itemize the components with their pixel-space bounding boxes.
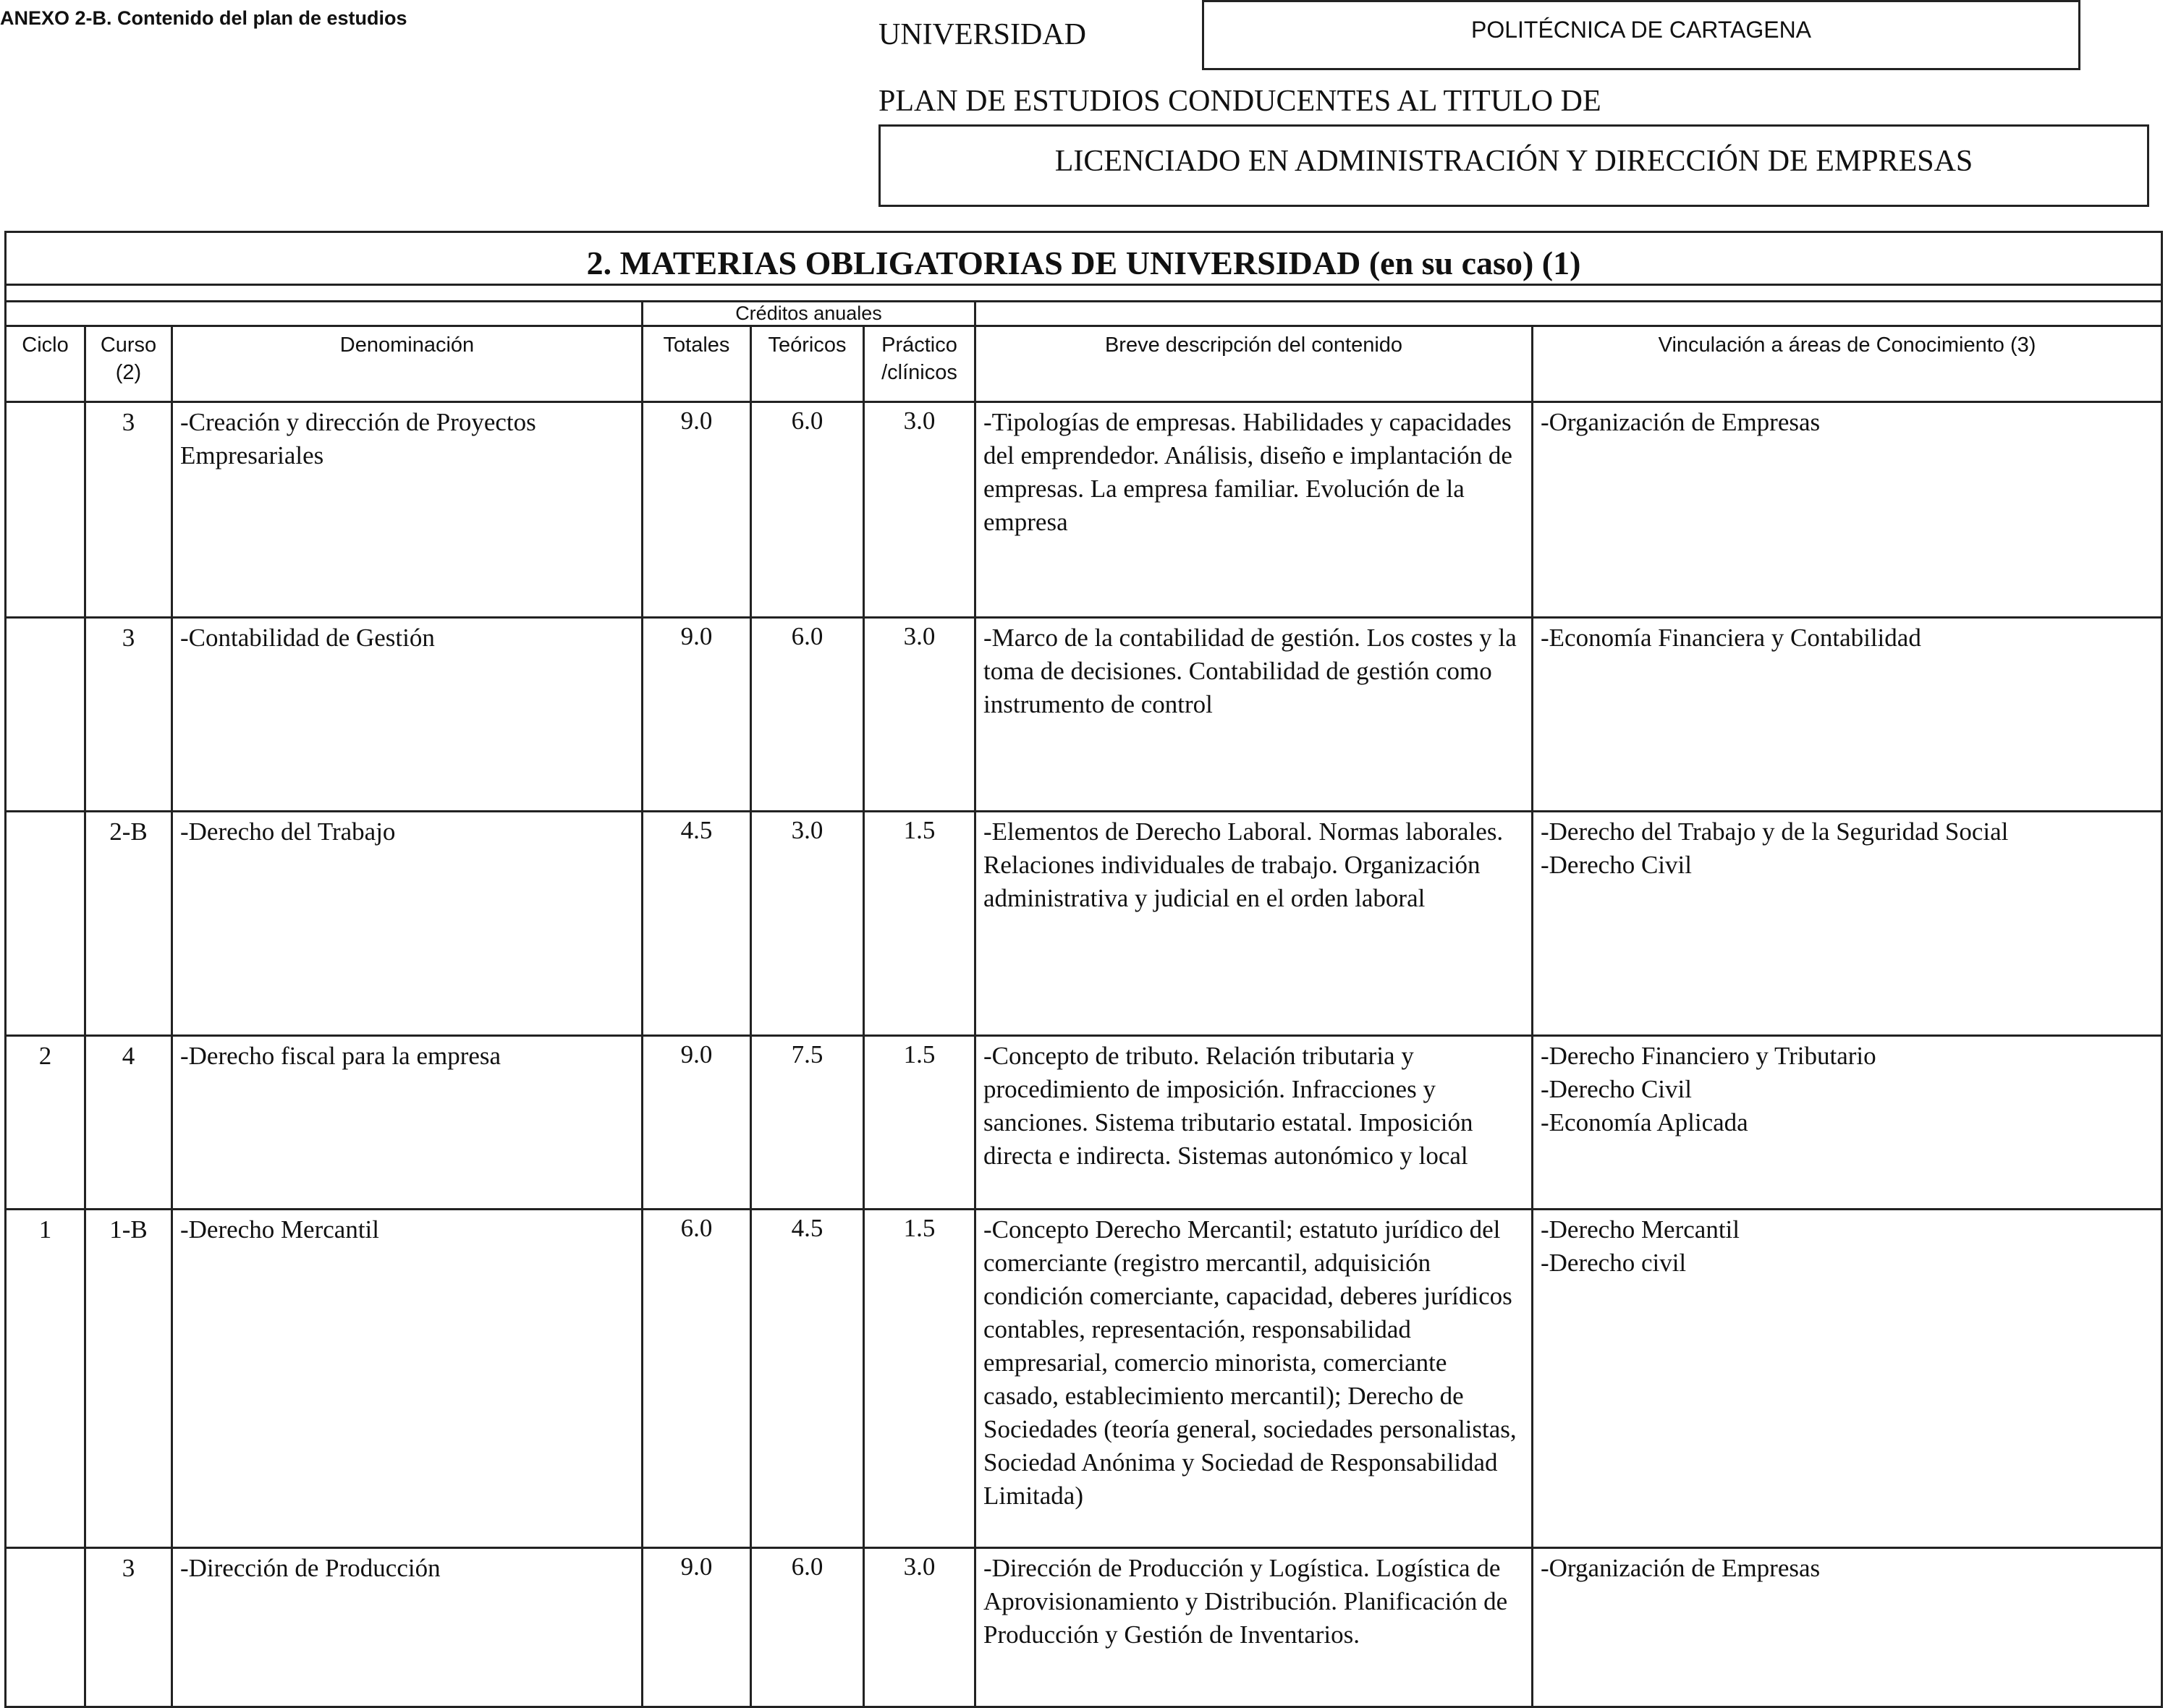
cell-ciclo: 1 [6, 1210, 85, 1548]
subjects-table [4, 231, 2163, 1708]
cell-vinculacion: -Economía Financiera y Contabilidad [1533, 618, 2162, 812]
header-spacer [6, 302, 643, 326]
university-value-box [1202, 0, 2080, 70]
table-row [6, 1036, 2162, 1210]
cell-denominacion: -Dirección de Producción [172, 1548, 643, 1707]
credits-group-header: Créditos anuales [643, 302, 975, 326]
cell-descripcion: -Elementos de Derecho Laboral. Normas laborales. Relaciones individuales de trabajo. Organización administrativa y judicial en el orden laboral [975, 812, 1533, 1036]
cell-totales: 4.5 [643, 812, 751, 1036]
cell-ciclo [6, 402, 85, 618]
annex-heading: ANEXO 2-B. Contenido del plan de estudios [0, 7, 407, 29]
title-spacer [6, 285, 2162, 302]
cell-teoricos: 6.0 [751, 618, 864, 812]
cell-descripcion: -Marco de la contabilidad de gestión. Los costes y la toma de decisiones. Contabilidad de gestión como instrumento de control [975, 618, 1533, 812]
cell-totales: 9.0 [643, 618, 751, 812]
cell-teoricos: 3.0 [751, 812, 864, 1036]
cell-teoricos: 6.0 [751, 1548, 864, 1707]
cell-totales: 6.0 [643, 1210, 751, 1548]
cell-denominacion: -Creación y dirección de Proyectos Empresariales [172, 402, 643, 618]
cell-curso: 3 [85, 402, 172, 618]
cell-curso: 2-B [85, 812, 172, 1036]
cell-denominacion: -Derecho fiscal para la empresa [172, 1036, 643, 1210]
university-label: UNIVERSIDAD [878, 18, 1086, 51]
table-row [6, 1210, 2162, 1548]
table-row [6, 812, 2162, 1036]
cell-practicos: 1.5 [864, 812, 975, 1036]
cell-totales: 9.0 [643, 1036, 751, 1210]
cell-practicos: 1.5 [864, 1210, 975, 1548]
degree-title-box [878, 124, 2149, 207]
cell-curso: 1-B [85, 1210, 172, 1548]
cell-ciclo: 2 [6, 1036, 85, 1210]
col-header-ciclo: Ciclo [6, 326, 85, 402]
col-header-teoricos: Teóricos [751, 326, 864, 402]
table-row [6, 402, 2162, 618]
cell-practicos: 1.5 [864, 1036, 975, 1210]
degree-title: LICENCIADO EN ADMINISTRACIÓN Y DIRECCIÓN DE EMPRESAS [1054, 145, 1973, 178]
col-header-curso: Curso (2) [85, 326, 172, 402]
cell-descripcion: -Concepto Derecho Mercantil; estatuto jurídico del comerciante (registro mercantil, adquisición condición comerciante, capacidad, deberes jurídicos contables, representación, responsabilidad empresarial, comercio minorista, comerciante casado, establecimiento mercantil); Derecho de Sociedades (teoría general, sociedades personalistas, Sociedad Anónima y Sociedad de Responsabilidad Limitada) [975, 1210, 1533, 1548]
header-spacer-right [975, 302, 2162, 326]
cell-denominacion: -Derecho Mercantil [172, 1210, 643, 1548]
cell-vinculacion: -Organización de Empresas [1533, 1548, 2162, 1707]
col-header-totales: Totales [643, 326, 751, 402]
cell-vinculacion: -Derecho Mercantil -Derecho civil [1533, 1210, 2162, 1548]
cell-curso: 3 [85, 618, 172, 812]
cell-denominacion: -Contabilidad de Gestión [172, 618, 643, 812]
col-header-vinculacion: Vinculación a áreas de Conocimiento (3) [1533, 326, 2162, 402]
col-header-descripcion: Breve descripción del contenido [975, 326, 1533, 402]
cell-teoricos: 6.0 [751, 402, 864, 618]
cell-ciclo [6, 812, 85, 1036]
cell-descripcion: -Tipologías de empresas. Habilidades y capacidades del emprendedor. Análisis, diseño e implantación de empresas. La empresa familiar. Evolución de la empresa [975, 402, 1533, 618]
table-row [6, 1548, 2162, 1707]
cell-vinculacion: -Organización de Empresas [1533, 402, 2162, 618]
cell-curso: 4 [85, 1036, 172, 1210]
col-header-denominacion: Denominación [172, 326, 643, 402]
cell-denominacion: -Derecho del Trabajo [172, 812, 643, 1036]
cell-practicos: 3.0 [864, 402, 975, 618]
table-title: 2. MATERIAS OBLIGATORIAS DE UNIVERSIDAD (en su caso) (1) [6, 232, 2162, 285]
cell-curso: 3 [85, 1548, 172, 1707]
cell-descripcion: -Concepto de tributo. Relación tributaria y procedimiento de imposición. Infracciones y sanciones. Sistema tributario estatal. Imposición directa e indirecta. Sistemas autonómico y local [975, 1036, 1533, 1210]
cell-vinculacion: -Derecho del Trabajo y de la Seguridad Social -Derecho Civil [1533, 812, 2162, 1036]
cell-ciclo [6, 618, 85, 812]
cell-descripcion: -Dirección de Producción y Logística. Logística de Aprovisionamiento y Distribución. Planificación de Producción y Gestión de Inventarios. [975, 1548, 1533, 1707]
cell-teoricos: 4.5 [751, 1210, 864, 1548]
cell-practicos: 3.0 [864, 1548, 975, 1707]
plan-label: PLAN DE ESTUDIOS CONDUCENTES AL TITULO DE [878, 85, 1601, 118]
cell-ciclo [6, 1548, 85, 1707]
table-row [6, 618, 2162, 812]
cell-totales: 9.0 [643, 402, 751, 618]
cell-teoricos: 7.5 [751, 1036, 864, 1210]
col-header-practicos: Práctico /clínicos [864, 326, 975, 402]
cell-totales: 9.0 [643, 1548, 751, 1707]
university-value: POLITÉCNICA DE CARTAGENA [1470, 17, 1812, 43]
cell-vinculacion: -Derecho Financiero y Tributario -Derecho Civil -Economía Aplicada [1533, 1036, 2162, 1210]
cell-practicos: 3.0 [864, 618, 975, 812]
